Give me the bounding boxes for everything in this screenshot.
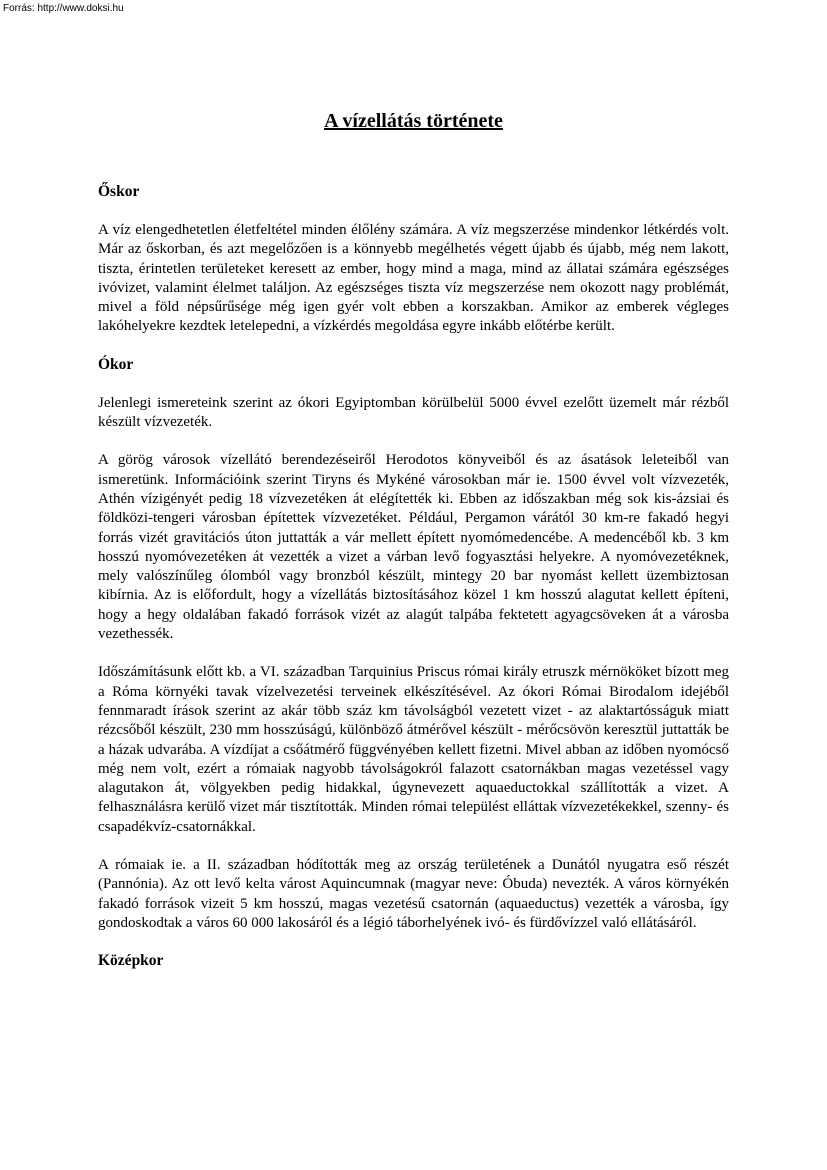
document-page [98,100,729,971]
paragraph-okor-1: Jelenlegi ismereteink szerint az ókori Egyiptomban körülbelül 5000 évvel ezelőtt üzemelt már rézből készült vízvezeték. [98,394,729,431]
source-label: Forrás: http://www.doksi.hu [3,3,124,14]
paragraph-okor-2: A görög városok vízellátó berendezéseiről Herodotos könyveiből és az ásatások leleteiből van ismeretünk. Információink szerint Tiryns és Mykéné városokban már ie. 1500 évvel volt vízvezeték, Athén vízigényét pedig 18 vízvezetéken át elégítették ki. Ebben az időszakban még sok kis-ázsiai és földközi-tengeri városban építettek vízvezetéket. Például, Pergamon várától 30 km-re fakadó hegyi forrás vizét gravitációs úton juttatták a vár mellett épített nyomómedencébe. A medencéből kb. 3 km hosszú nyomóvezetéken át vezették a vizet a várban levő fogyasztási helyekre. A nyomóvezetéknek, mely valószínűleg ólomból vagy bronzból készült, mintegy 20 bar nyomást kellett üzembiztosan kibírnia. Az is előfordult, hogy a vízellátás biztosításához közel 1 km hosszú alagutat kellett építeni, hogy a hegy oldalában fakadó források vizét az alagút talpába fektetett agyagcsöveken át a városba vezethessék. [98,452,729,643]
paragraph-okor-4: A rómaiak ie. a II. században hódították meg az ország területének a Dunától nyugatra eső részét (Pannónia). Az ott levő kelta várost Aquincumnak (magyar neve: Óbuda) nevezték. A város környékén fakadó források vizeit 5 km hosszú, magas vezetésű csatornán (aquaeductus) vezették a városba, így gondoskodtak a város 60 000 lakosáról és a légió táborhelyének ivó- és fürdővízzel való ellátásáról. [98,857,729,931]
paragraph-okor-3: Időszámításunk előtt kb. a VI. században Tarquinius Priscus római király etruszk mérnököket bízott meg a Róma környéki tavak vízelvezetési terveinek elkészítésével. Az ókori Római Birodalom idejéből fennmaradt írások szerint az akár több száz km távolságból vezetett vizet - az alaktartósságuk miatt rézcsőből készült, 230 mm hosszúságú, különböző átmérővel készült - mérőcsövön keresztül juttatták be a házak udvarába. A vízdíjat a csőátmérő függvényében kellett fizetni. Mivel abban az időben nyomócső még nem volt, ezért a rómaiak nagyobb távolságokról falazott csatornákban magas vezetéssel vagy alagutakon át, völgyekben pedig hidakkal, úgynevezett aquaeductokkal szállították a vizet. A felhasználásra kerülő vizet már tisztították. Minden római települést elláttak vízvezetékekkel, szenny- és csapadékvíz-csatornákkal. [98,664,729,835]
section-heading-oskor: Őskor [98,183,140,200]
section-heading-okor: Ókor [98,355,134,373]
page-title: A vízellátás története [324,110,503,132]
section-heading-kozepkor: Középkor [98,952,164,970]
paragraph-oskor-1: A víz elengedhetetlen életfeltétel minden élőlény számára. A víz megszerzése mindenkor létkérdés volt. Már az őskorban, és azt megelőzően is a könnyebb megélhetés végett újabb és újabb, még nem lakott, tiszta, érintetlen területeket keresett az ember, hogy mind a maga, mind az állatai számára egészséges ivóvizet, valamint élelmet találjon. Az egészséges tiszta víz megszerzése nem okozott nagy problémát, mivel a föld népsűrűsége még igen gyér volt ebben a korszakban. Amikor az emberek végleges lakóhelyekre kezdtek letelepedni, a vízkérdés megoldása egyre inkább előtérbe került. [98,222,729,335]
